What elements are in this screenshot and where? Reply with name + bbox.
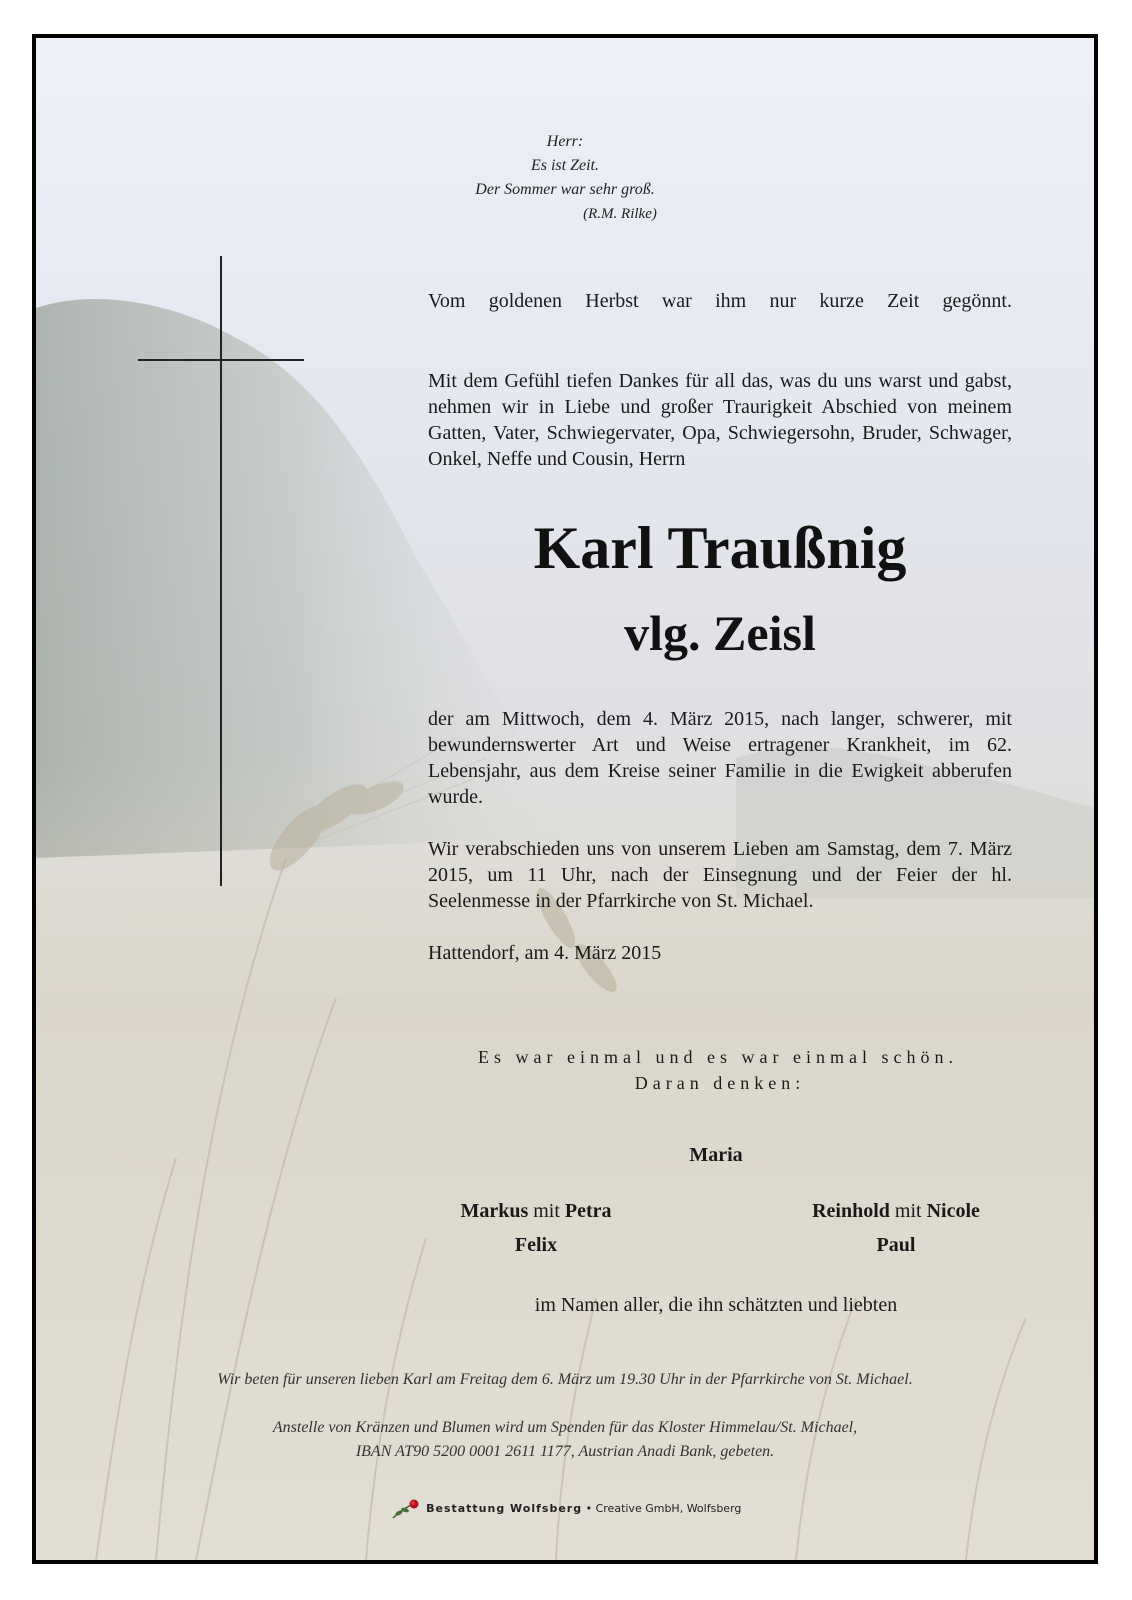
death-notice-paragraph: der am Mittwoch, dem 4. März 2015, nach langer, schwerer, mit bewundernswerter Art und Weise ertragener Krankheit, im 62. Lebensjahr, aus dem Kreise seiner Familie in die Ewigkeit abberufen wurde.	[428, 708, 1012, 808]
joiner-left: mit	[533, 1200, 560, 1222]
widow-name: Maria	[689, 1144, 743, 1166]
donation-line-1: Anstelle von Kränzen und Blumen wird um Spenden für das Kloster Himmelau/St. Michael,	[272, 1419, 858, 1436]
closing-line-2: Daran denken:	[634, 1073, 806, 1093]
donation-line-2: IBAN AT90 5200 0001 2611 1177, Austrian Anadi Bank, gebeten.	[355, 1443, 775, 1460]
quote-line-2: Es ist Zeit.	[530, 157, 599, 174]
quote-line-1: Herr:	[546, 133, 584, 150]
son-left-name: Markus	[460, 1200, 529, 1222]
partner-right-name: Nicole	[926, 1200, 980, 1222]
prayer-note: Wir beten für unseren lieben Karl am Freitag dem 6. März um 19.30 Uhr in der Pfarrkirche von St. Michael.	[217, 1371, 913, 1388]
family-widow	[616, 1142, 816, 1168]
cross-bar	[138, 359, 304, 361]
thanks-paragraph: Mit dem Gefühl tiefen Dankes für all das, was du uns warst und gabst, nehmen wir in Liebe und großer Traurigkeit Abschied von meinem Gatten, Vater, Schwiegervater, Opa, Schwiegersohn, Bruder, Schwager, Onkel, Neffe und Cousin, Herrn	[428, 370, 1012, 470]
obituary-card	[32, 34, 1098, 1564]
cross-icon	[220, 256, 222, 886]
family-right	[776, 1198, 1016, 1258]
on-behalf-line: im Namen aller, die ihn schätzten und liebten	[534, 1294, 898, 1316]
farewell-paragraph: Wir verabschieden uns von unserem Lieben am Samstag, dem 7. März 2015, um 11 Uhr, nach der Einsegnung und der Feier der hl. Seelenmesse in der Pfarrkirche von St. Michael.	[428, 838, 1012, 912]
quote-source: (R.M. Rilke)	[583, 206, 657, 222]
rilke-quote	[36, 130, 1094, 226]
son-right-name: Reinhold	[812, 1200, 890, 1222]
joiner-right: mit	[894, 1200, 922, 1222]
funeral-home-logo	[36, 1498, 1094, 1520]
quote-line-3: Der Sommer war sehr groß.	[475, 181, 655, 198]
closing-line-1: Es war einmal und es war einmal schön.	[478, 1047, 958, 1067]
funeral-home-company: Creative GmbH, Wolfsberg	[595, 1502, 742, 1515]
partner-left-name: Petra	[564, 1200, 612, 1222]
intro-line: Vom goldenen Herbst war ihm nur kurze Zeit gegönnt.	[428, 290, 1012, 312]
grandchild-right-name: Paul	[876, 1234, 916, 1256]
donation-note	[36, 1416, 1094, 1464]
deceased-name: Karl Traußnig	[533, 515, 907, 581]
place-date: Hattendorf, am 4. März 2015	[428, 942, 662, 964]
footer-separator: •	[585, 1502, 593, 1515]
family-left	[416, 1198, 656, 1258]
deceased-alias: vlg. Zeisl	[624, 605, 816, 661]
rose-icon	[389, 1498, 423, 1520]
funeral-home-brand: Bestattung Wolfsberg	[426, 1502, 583, 1515]
grandchild-left-name: Felix	[514, 1234, 558, 1256]
